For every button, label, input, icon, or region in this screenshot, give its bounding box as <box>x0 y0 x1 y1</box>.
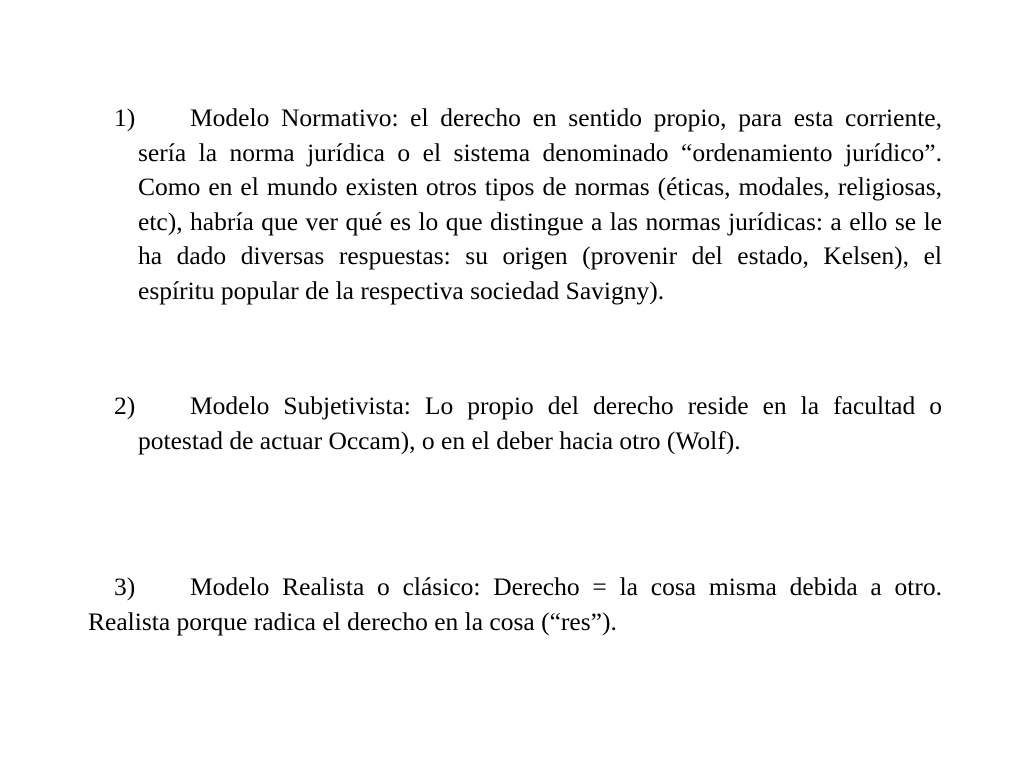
item-3-text: Modelo Realista o clásico: Derecho = la cosa misma debida a otro. Realista porque radica el derecho en la cosa (“res”). <box>88 572 942 636</box>
item-1-text: Modelo Normativo: el derecho en sentido propio, para esta corriente, sería la norma jurídica o el sistema denominado “ordenamiento jurídico”. Como en el mundo existen otros tipos de normas (éticas, modales, religiosas, etc), habría que ver qué es lo que distingue a las normas jurídicas: a ello se le ha dado diversas respuestas: su origen (provenir del estado, Kelsen), el espíritu popular de la respectiva sociedad Savigny). <box>138 103 942 305</box>
item-2-number: 2) <box>114 391 136 420</box>
item-3-number: 3) <box>114 572 136 601</box>
item-1-number: 1) <box>114 103 136 132</box>
list-item-3 <box>88 570 942 639</box>
list-item-2 <box>88 389 942 458</box>
list-item-1 <box>88 101 942 308</box>
item-2-text: Modelo Subjetivista: Lo propio del derecho reside en la facultad o potestad de actuar Occam), o en el deber hacia otro (Wolf). <box>138 391 942 455</box>
